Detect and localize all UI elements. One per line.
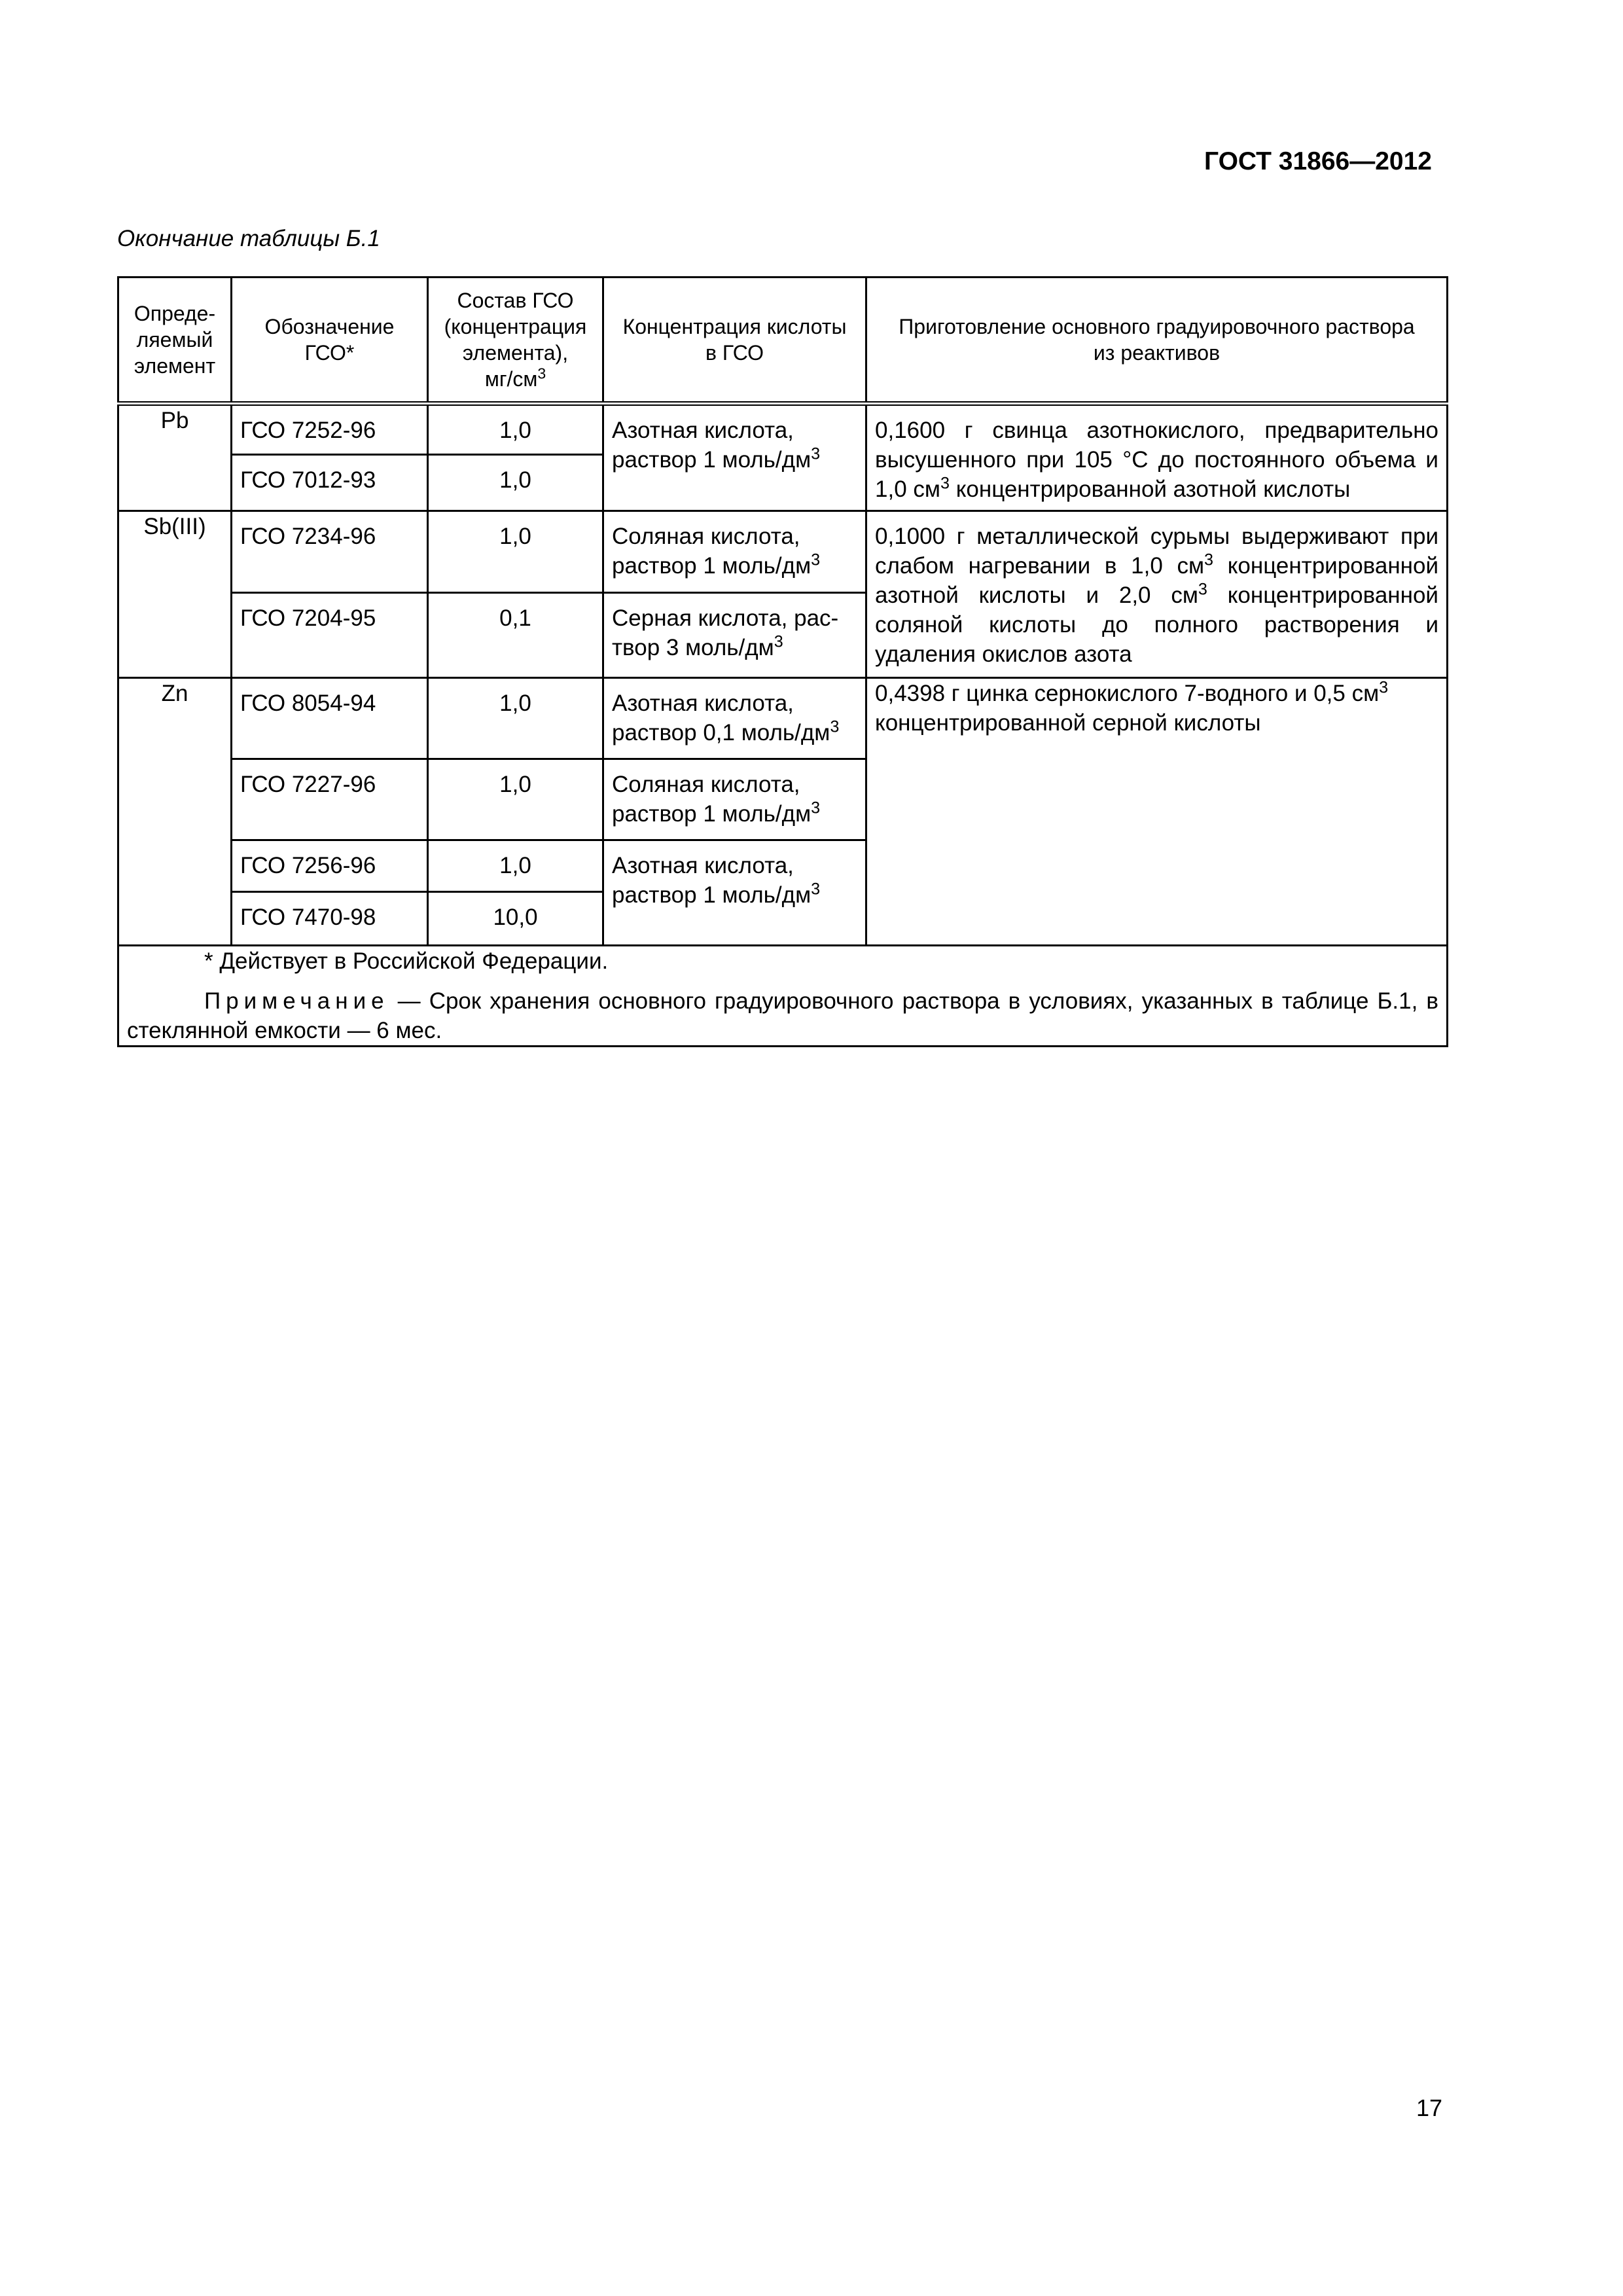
element-cell: Sb(III) xyxy=(118,511,232,678)
col-header-composition: Состав ГСО (концентрация элемента), $мг/см^3$ xyxy=(428,278,603,404)
col-header-preparation: Приготовление основного градуировочного раствора из реактивов xyxy=(866,278,1448,404)
concentration-cell: 1,0 xyxy=(428,404,603,455)
concentration-cell: 1,0 xyxy=(428,455,603,511)
col-header-gso: Обозначение ГСО* xyxy=(232,278,428,404)
gso-cell: ГСО 7470-98 xyxy=(232,892,428,946)
acid-cell: Азотная кислота, раствор 1 моль/$дм^3$ xyxy=(603,404,866,511)
gso-cell: ГСО 7234-96 xyxy=(232,511,428,593)
note-label: Примечание xyxy=(204,988,389,1014)
gso-cell: ГСО 7256-96 xyxy=(232,840,428,892)
col-header-element: Опреде- ляемый элемент xyxy=(118,278,232,404)
concentration-cell: 0,1 xyxy=(428,593,603,678)
preparation-cell: 0,4398 г цинка сернокислого 7-водного и 0,5 $см^3$ концентрированной серной кислоты xyxy=(866,678,1448,946)
table-caption: Окончание таблицы Б.1 xyxy=(117,226,380,251)
gso-cell: ГСО 7012-93 xyxy=(232,455,428,511)
gso-cell: ГСО 7252-96 xyxy=(232,404,428,455)
preparation-cell: 0,1600 г свинца азотнокислого, предварительно высушенного при 105 °С до постоянного объема и 1,0 $см^3$ концентрированной азотной кислоты xyxy=(866,404,1448,511)
gso-cell: ГСО 8054-94 xyxy=(232,678,428,759)
footnote: * Действует в Российской Федерации. xyxy=(204,948,609,974)
table-row xyxy=(118,678,1448,759)
table-row xyxy=(118,404,1448,455)
concentration-cell: 1,0 xyxy=(428,511,603,593)
document-standard-number: ГОСТ 31866—2012 xyxy=(1204,147,1432,175)
acid-cell: Соляная кислота, раствор 1 моль/$дм^3$ xyxy=(603,511,866,593)
concentration-cell: 1,0 xyxy=(428,840,603,892)
gso-cell: ГСО 7227-96 xyxy=(232,759,428,840)
acid-cell: Азотная кислота, раствор 1 моль/$дм^3$ xyxy=(603,840,866,946)
page-number: 17 xyxy=(1416,2094,1442,2121)
acid-cell: Соляная кислота, раствор 1 моль/$дм^3$ xyxy=(603,759,866,840)
col-header-acid: Концентрация кислоты в ГСО xyxy=(603,278,866,404)
table-row xyxy=(118,511,1448,593)
note xyxy=(127,986,1438,1045)
acid-cell: Азотная кислота, раствор 0,1 моль/$дм^3$ xyxy=(603,678,866,759)
preparation-cell: 0,1000 г металлической сурьмы выдерживают при слабом нагревании в 1,0 $см^3$ концентрированной азотной кислоты и 2,0 $см^3$ концентрированной соляной кислоты до полного растворения и удаления окислов азота xyxy=(866,511,1448,678)
concentration-cell: 10,0 xyxy=(428,892,603,946)
element-cell: Pb xyxy=(118,404,232,511)
table-notes xyxy=(118,946,1448,1047)
note-text: — Срок хранения основного градуировочного раствора в условиях, указанных в таблице Б.1, в стеклянной емкости — 6 мес. xyxy=(127,988,1438,1043)
acid-cell: Серная кислота, рас-твор 3 моль/$дм^3$ xyxy=(603,593,866,678)
col-header-composition-sup: 3 xyxy=(537,365,546,382)
concentration-cell: 1,0 xyxy=(428,678,603,759)
concentration-cell: 1,0 xyxy=(428,759,603,840)
element-cell: Zn xyxy=(118,678,232,946)
reference-table xyxy=(117,276,1448,1047)
gso-cell: ГСО 7204-95 xyxy=(232,593,428,678)
table-notes-row xyxy=(118,946,1448,1047)
table-header-row xyxy=(118,278,1448,404)
